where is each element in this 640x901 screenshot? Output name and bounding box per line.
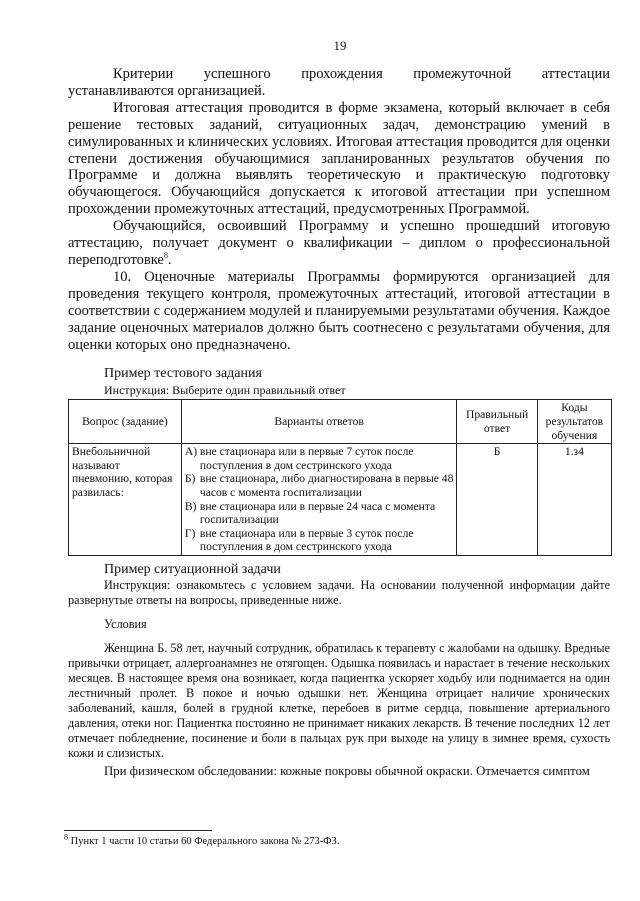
result-code-cell: 1.з4: [537, 444, 611, 556]
answer-option: [185, 445, 454, 472]
test-instruction: Инструкция: Выберите один правильный ответ: [104, 383, 346, 398]
answer-letter: Г): [184, 526, 196, 540]
footnote-ref: 8: [163, 251, 168, 261]
correct-answer-cell: Б: [457, 444, 537, 556]
page-body: [68, 66, 610, 779]
footnote-text: Пункт 1 части 10 статьи 60 Федерального закона № 273-ФЗ.: [68, 836, 340, 847]
header-correct: Правильный ответ: [457, 400, 537, 444]
paragraph-final-attestation: Итоговая аттестация проводится в форме экзамена, который включает в себя решение тестовых заданий, ситуационных задач, демонстрацию умений в симулированных и клинических условиях. Итоговая аттестация проводится для оценки степени достижения обучающимися запланированных результатов обучения по Программе и должна выявлять теоретическую и практическую подготовку обучающегося. Обучающийся допускается к итоговой аттестации при успешном прохождении промежуточных аттестаций, предусмотренных Программой.: [68, 99, 610, 218]
test-table: [68, 399, 612, 556]
paragraph-intermediate-criteria: Критерии успешного прохождения промежуточной аттестации устанавливаются организацией.: [68, 66, 610, 99]
header-variants: Варианты ответов: [181, 400, 457, 444]
answer-text: вне стационара или в первые 7 суток после поступления в дом сестринского ухода: [199, 445, 414, 472]
situational-instruction: Инструкция: ознакомьтесь с условием задачи. На основании полученной информации дайте развернутые ответы на вопросы, приведенные ниже.: [68, 577, 610, 607]
table-header-row: [69, 400, 612, 444]
answer-option: [185, 472, 454, 499]
conditions-label: Условия: [104, 616, 147, 631]
answer-text: вне стационара или в первые 24 часа с момента госпитализации: [199, 499, 436, 527]
footnote-mark: 8: [64, 832, 68, 842]
answer-letter: В): [184, 499, 197, 513]
footnote: [64, 832, 340, 847]
answer-option: [185, 500, 454, 527]
answer-text: вне стационара, либо диагностирована в первые 48 часов с момента госпитализации: [199, 472, 454, 499]
diploma-period: .: [167, 251, 172, 268]
question-cell: Внебольничной называют пневмонию, которая развилась:: [69, 444, 182, 556]
footnote-divider: [64, 830, 212, 831]
answer-text: вне стационара или в первые 3 суток после поступления в дом сестринского ухода: [199, 526, 414, 554]
case-text: Женщина Б. 58 лет, научный сотрудник, обратилась к терапевту с жалобами на одышку. Вредные привычки отрицает, аллергоанамнез не отягощен. Одышка появилась и нарастает в течение нескольких месяцев. В настоящее время она возникает, когда пациентка ускоряет ходьбу или поднимается на один лестничный пролет. В покое и ночью одышки нет. Женщина отрицает наличие хронических заболеваний, кашля, болей в грудной клетке, перебоев в ритме сердца, повышение артериального давления, отеки ног. Пациентка постоянно не принимает никаких лекарств. В течение последних 12 лет отмечает побледнение, посинение и боли в пальцах рук при выходе на улицу в зимнее время, сухость кожи и слизистых.: [68, 640, 610, 760]
situational-heading: Пример ситуационной задачи: [104, 561, 281, 577]
page-number: 19: [333, 38, 347, 53]
paragraph-assessment-materials: 10. Оценочные материалы Программы формируются организацией для проведения текущего контроля, промежуточных аттестаций, итоговой аттестации в соответствии с содержанием модулей и планируемыми результатами обучения. Каждое задание оценочных материалов должно быть соотнесено с результатами обучения, для оценки которых оно предназначено.: [68, 268, 610, 353]
paragraph-diploma: [68, 218, 610, 269]
diploma-text: Обучающийся, освоивший Программу и успешно прошедший итоговую аттестацию, получает документ о квалификации – диплом о профессиональной переподготовке: [68, 218, 610, 268]
answers-cell: [181, 444, 457, 556]
table-row: [69, 444, 612, 556]
answer-letter: Б): [184, 472, 196, 486]
header-question: Вопрос (задание): [69, 400, 182, 444]
answer-option: [185, 527, 454, 554]
test-example-heading: Пример тестового задания: [104, 366, 262, 382]
answer-letter: А): [184, 445, 198, 459]
header-codes: Коды результатов обучения: [537, 400, 611, 444]
exam-text: При физическом обследовании: кожные покровы обычной окраски. Отмечается симптом: [104, 763, 590, 778]
